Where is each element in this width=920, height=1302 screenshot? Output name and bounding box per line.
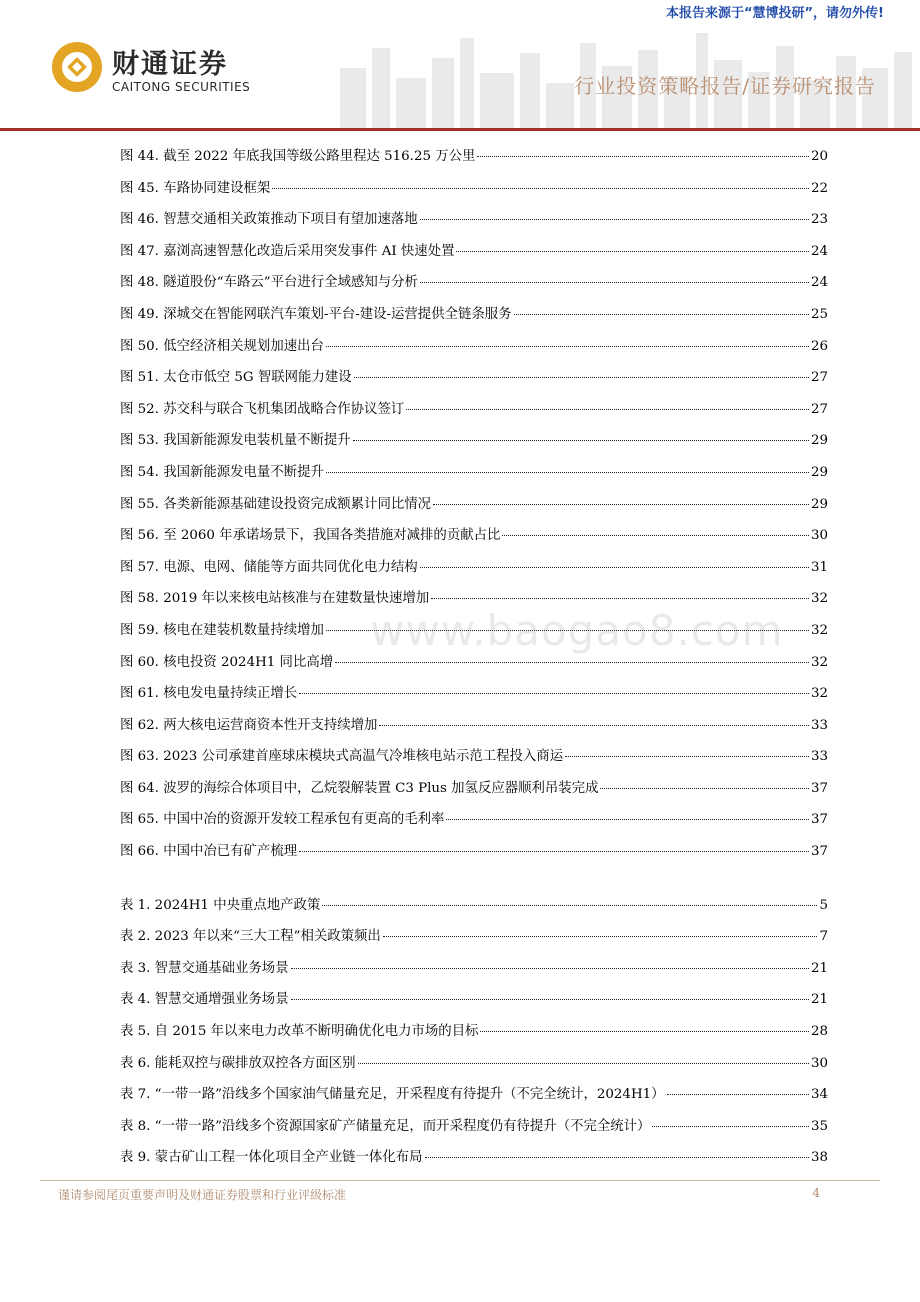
toc-entry-table-4[interactable]: 表 4. 智慧交通增强业务场景 21 bbox=[120, 992, 828, 1008]
toc-entry-table-5[interactable]: 表 5. 自 2015 年以来电力改革不断明确优化电力市场的目标 28 bbox=[120, 1024, 828, 1040]
toc-entry-figure-45[interactable]: 图 45. 车路协同建设框架 22 bbox=[120, 180, 828, 196]
toc-entry-table-9[interactable]: 表 9. 蒙古矿山工程一体化项目全产业链一体化布局 38 bbox=[120, 1150, 828, 1166]
watermark: www.baogao8.com bbox=[370, 606, 784, 655]
toc-entry-figure-54[interactable]: 图 54. 我国新能源发电量不断提升 29 bbox=[120, 464, 828, 480]
page-header bbox=[0, 28, 920, 132]
footer-divider bbox=[40, 1180, 880, 1181]
figure-list bbox=[120, 141, 828, 868]
footer-disclaimer: 谨请参阅尾页重要声明及财通证券股票和行业评级标准 bbox=[58, 1188, 347, 1202]
toc-entry-figure-44[interactable]: 图 44. 截至 2022 年底我国等级公路里程达 516.25 万公里 20 bbox=[120, 149, 828, 164]
toc-entry-figure-65[interactable]: 图 65. 中国中冶的资源开发较工程承包有更高的毛利率 37 bbox=[120, 812, 828, 828]
toc-entry-figure-61[interactable]: 图 61. 核电发电量持续正增长 32 bbox=[120, 686, 828, 702]
toc-entry-figure-46[interactable]: 图 46. 智慧交通相关政策推动下项目有望加速落地 23 bbox=[120, 212, 828, 228]
header-divider bbox=[0, 128, 920, 131]
toc-entry-table-3[interactable]: 表 3. 智慧交通基础业务场景 21 bbox=[120, 960, 828, 976]
toc-entry-figure-56[interactable]: 图 56. 至 2060 年承诺场景下，我国各类措施对减排的贡献占比 30 bbox=[120, 528, 828, 544]
toc-entry-table-2[interactable]: 表 2. 2023 年以来“三大工程”相关政策频出 7 bbox=[120, 929, 828, 945]
toc-entry-figure-48[interactable]: 图 48. 隧道股份“车路云”平台进行全域感知与分析 24 bbox=[120, 275, 828, 291]
toc-entry-figure-52[interactable]: 图 52. 苏交科与联合飞机集团战略合作协议签订 27 bbox=[120, 401, 828, 417]
toc-entry-figure-55[interactable]: 图 55. 各类新能源基础建设投资完成额累计同比情况 29 bbox=[120, 496, 828, 512]
toc-entry-figure-60[interactable]: 图 60. 核电投资 2024H1 同比高增 32 bbox=[120, 654, 828, 670]
toc-entry-figure-59[interactable]: 图 59. 核电在建装机数量持续增加 32 bbox=[120, 622, 828, 638]
report-type-title: 行业投资策略报告/证券研究报告 bbox=[574, 74, 876, 98]
brand-name-en: CAITONG SECURITIES bbox=[112, 80, 251, 94]
toc-entry-figure-64[interactable]: 图 64. 波罗的海综合体项目中，乙烷裂解装置 C3 Plus 加氢反应器顺利吊装完成 37 bbox=[120, 780, 828, 796]
toc-entry-table-8[interactable]: 表 8. “一带一路”沿线多个资源国家矿产储量充足，而开采程度仍有待提升（不完全统计） 35 bbox=[120, 1118, 828, 1134]
toc-entry-figure-53[interactable]: 图 53. 我国新能源发电装机量不断提升 29 bbox=[120, 433, 828, 449]
toc-entry-figure-49[interactable]: 图 49. 深城交在智能网联汽车策划-平台-建设-运营提供全链条服务 25 bbox=[120, 306, 828, 322]
toc-entry-figure-47[interactable]: 图 47. 嘉浏高速智慧化改造后采用突发事件 AI 快速处置 24 bbox=[120, 243, 828, 259]
table-of-contents bbox=[120, 141, 828, 1174]
toc-entry-figure-57[interactable]: 图 57. 电源、电网、储能等方面共同优化电力结构 31 bbox=[120, 559, 828, 575]
page-number: 4 bbox=[812, 1186, 820, 1200]
toc-entry-table-1[interactable]: 表 1. 2024H1 中央重点地产政策 5 bbox=[120, 897, 828, 913]
section-gap bbox=[120, 868, 828, 890]
brand-name-cn: 财通证券 bbox=[112, 49, 228, 80]
caitong-logo-icon bbox=[50, 40, 104, 94]
toc-entry-table-6[interactable]: 表 6. 能耗双控与碳排放双控各方面区别 30 bbox=[120, 1055, 828, 1071]
source-banner: 本报告来源于“慧博投研”，请勿外传! bbox=[665, 6, 884, 21]
toc-entry-figure-58[interactable]: 图 58. 2019 年以来核电站核准与在建数量快速增加 32 bbox=[120, 591, 828, 607]
table-list bbox=[120, 890, 828, 1174]
toc-entry-figure-51[interactable]: 图 51. 太仓市低空 5G 智联网能力建设 27 bbox=[120, 370, 828, 386]
toc-entry-figure-66[interactable]: 图 66. 中国中冶已有矿产梳理 37 bbox=[120, 844, 828, 860]
toc-entry-figure-63[interactable]: 图 63. 2023 公司承建首座球床模块式高温气冷堆核电站示范工程投入商运 33 bbox=[120, 749, 828, 765]
toc-entry-figure-50[interactable]: 图 50. 低空经济相关规划加速出台 26 bbox=[120, 338, 828, 354]
toc-entry-figure-62[interactable]: 图 62. 两大核电运营商资本性开支持续增加 33 bbox=[120, 717, 828, 733]
toc-entry-table-7[interactable]: 表 7. “一带一路”沿线多个国家油气储量充足，开采程度有待提升（不完全统计，2024H1） 34 bbox=[120, 1087, 828, 1103]
